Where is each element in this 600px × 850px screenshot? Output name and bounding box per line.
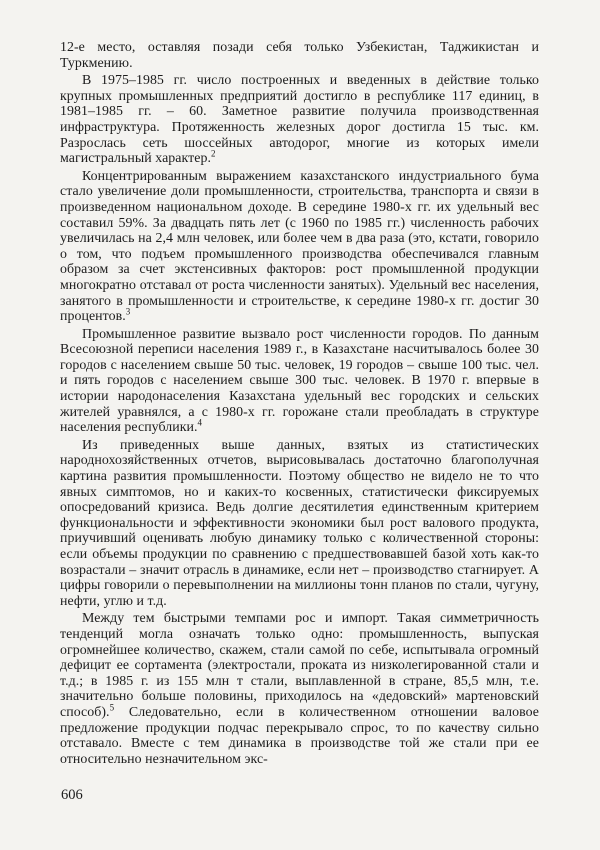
page-number: 606 [61,787,83,803]
paragraph-6 [60,611,539,767]
footnote-ref-4: 4 [197,417,203,428]
paragraph-3-text: Концентрированным выражением казахстанского индустриального бума стало увеличение доли промышленности, строительства, транспорта и связи в произведенном национальном доходе. В середине 1980-х гг. их удельный вес составил 59%. За двадцать пять лет (с 1960 по 1985 гг.) численность рабочих увеличилась на 2,4 млн человек, или более чем в два раза (это, кстати, говорило о том, что подъем промышленного производства обеспечивался главным образом за счет экстенсивных факторов: рост промышленной продукции многократно отставал от роста численности занятых). Удельный вес населения, занятого в промышленности и строительстве, к середине 1980-х гг. достиг 30 процентов. [60,168,539,325]
paragraph-1 [60,40,539,71]
paragraph-4-text: Промышленное развитие вызвало рост численности городов. По данным Всесоюзной переписи населения 1989 г., в Казахстане насчитывалось более 30 городов с населением свыше 50 тыс. человек, 19 городов – свыше 100 тыс. чел. и пять городов с населением свыше 300 тыс. человек. В 1970 г. впервые в истории народонаселения Казахстана удельный вес городских и сельских жителей уравнялся, а с 1980-х гг. горожане стали преобладать в структуре населения республики. [60,326,539,436]
footnote-ref-2: 2 [210,148,216,159]
paragraph-3 [60,169,539,325]
paragraph-6-text: Между тем быстрыми темпами рос и импорт. Такая симметричность тенденций могла означать только одно: промышленность, выпуская огромнейшее количество, скажем, стали самой по себе, испытывала огромный дефицит ее сортамента (электростали, проката из низколегированной стали и т.д.; в 1985 г. из 155 млн т стали, выплавленной в стране, 85,5 млн, т.е. значительно больше половины, приходилось на «дедовский» мартеновский способ). [60,611,539,720]
body-text [60,40,539,767]
paragraph-5-text: Из приведенных выше данных, взятых из статистических народнохозяйственных отчетов, вырисовывалась достаточно благополучная картина развития промышленности. Поэтому общество не видело не то что явных симптомов, но и каких-то косвенных, статистически фиксируемых опосредований кризиса. Ведь долгие десятилетия единственным критерием функциональности и эффективности экономики был рост валового продукта, приучивший оценивать любую динамику только с количественной стороны: если объемы продукции по сравнению с предшествовавшей базой хоть как-то возрастали – значит отрасль в динамике, если нет – производство стагнирует. А цифры говорили о перевыполнении на миллионы тонн планов по стали, чугуну, нефти, углю и т.д. [60,437,539,609]
paragraph-5 [60,438,539,610]
book-page [60,40,539,830]
paragraph-6-tail: Следовательно, если в количественном отношении валовое предложение продукции подчас перекрывало спрос, то по качеству сильно отставало. Вместе с тем динамика в производстве той же стали при ее относительно незначительном экс- [60,704,539,767]
paragraph-1-text: 12-е место, оставляя позади себя только Узбекистан, Таджикистан и Туркмению. [60,40,539,71]
footnote-ref-5: 5 [109,702,115,713]
paragraph-2 [60,73,539,167]
footnote-ref-3: 3 [125,306,131,317]
paragraph-4 [60,327,539,436]
paragraph-2-text: В 1975–1985 гг. число построенных и введенных в действие только крупных промышленных предприятий достигло в республике 117 единиц, в 1981–1985 гг. – 60. Заметное развитие получила производственная инфраструктура. Протяженность железных дорог достигла 15 тыс. км. Разрослась сеть шоссейных автодорог, многие из которых имели магистральный характер. [60,73,539,167]
